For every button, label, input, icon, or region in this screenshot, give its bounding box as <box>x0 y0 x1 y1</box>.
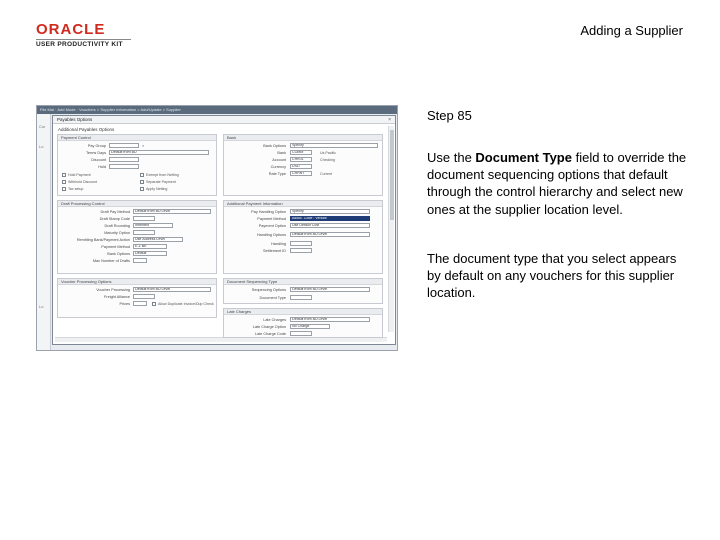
duplicate-invoice-label: Allow Duplicate Invoice/Dup Check <box>158 302 214 306</box>
modal-title: Payables Options <box>53 116 395 124</box>
form-row <box>224 295 384 301</box>
pay-handling-option-label: Pay Handling Option <box>251 210 286 214</box>
oracle-upk-logo <box>36 22 131 48</box>
screenshot-left-column <box>37 114 51 351</box>
account-input[interactable]: CHK01 <box>290 157 312 162</box>
form-row <box>224 150 384 156</box>
remitting-bank-select[interactable]: Use Address Level <box>133 237 183 242</box>
form-row <box>58 209 218 215</box>
form-row <box>224 143 384 149</box>
payment-method-select[interactable]: Assoc. Code : Vendor <box>290 216 370 221</box>
panel-title: Bank <box>224 135 382 141</box>
panel-title: Draft Processing Control <box>58 201 216 207</box>
instruction-suffix: field to override the document sequencing options that default through the control hierarchy and select new ones at the supplier location level. <box>427 150 687 217</box>
rate-type-description: Current <box>320 172 332 176</box>
logo-divider <box>36 39 131 40</box>
logo-subtitle: USER PRODUCTIVITY KIT <box>36 41 123 48</box>
rate-type-input[interactable]: CRRNT <box>290 171 312 176</box>
instruction-field-name: Document Type <box>475 150 572 165</box>
withhold-discount-label: Withhold Discount <box>68 180 97 184</box>
form-row <box>224 317 384 323</box>
form-row <box>58 143 218 149</box>
additional-payment-panel <box>223 200 383 274</box>
late-charge-code-input[interactable] <box>290 331 312 336</box>
prices-label: Prices <box>119 302 130 306</box>
bank-options-label: Bank Options <box>263 144 286 148</box>
voucher-processing-select[interactable]: Default from BU Level <box>133 287 211 292</box>
form-row <box>224 216 384 222</box>
instruction-prefix: Use the <box>427 150 476 165</box>
bank-description: Us Pacific <box>320 151 336 155</box>
screenshot-nav-bar: File Mai · Add Mode · Vouchers > Supplier Information > Add/Update > Supplier <box>37 106 398 114</box>
separate-payment-label: Separate Payment <box>146 180 176 184</box>
panel-title: Additional Payment Information <box>224 201 382 207</box>
settlement-id-label: Settlement ID <box>262 249 286 253</box>
application-screenshot <box>36 105 398 351</box>
slide-title: Adding a Supplier <box>580 23 683 38</box>
bank-options-select[interactable]: Default <box>133 251 167 256</box>
late-charge-code-label: Late Charge Code <box>254 332 286 336</box>
terms-days-select[interactable]: Default from BU <box>109 150 209 155</box>
lookup-icon[interactable]: ⌕ <box>142 143 145 148</box>
document-type-label: Document Type <box>259 296 286 300</box>
section-header: Additional Payables Options <box>58 127 115 132</box>
late-charge-option-select[interactable]: No Charge <box>290 324 330 329</box>
apply-netting-checkbox[interactable] <box>140 187 144 191</box>
form-row <box>58 237 218 243</box>
form-row <box>58 301 218 307</box>
form-row <box>224 232 384 238</box>
apply-netting-label: Apply Netting <box>146 187 168 191</box>
scroll-thumb[interactable] <box>390 130 394 220</box>
form-row <box>224 209 384 215</box>
duplicate-invoice-checkbox[interactable] <box>152 302 156 306</box>
maturity-option-label: Maturity Option <box>104 231 130 235</box>
hold-payment-label: Hold Payment <box>68 173 91 177</box>
late-charges-panel <box>223 308 383 338</box>
payables-options-modal <box>52 115 396 345</box>
settlement-id-input[interactable] <box>290 248 312 253</box>
payment-method-input[interactable]: E-Z BK <box>133 244 167 249</box>
tax-setup-checkbox[interactable] <box>62 187 66 191</box>
form-row <box>58 287 218 293</box>
document-type-input[interactable] <box>290 295 312 300</box>
exempt-netting-label: Exempt from Netting <box>146 173 179 177</box>
bank-label: Bank <box>277 151 286 155</box>
max-drafts-label: Max Number of Drafts <box>92 259 130 263</box>
payment-method-label: Payment Method <box>101 245 130 249</box>
hold-label: Hold <box>98 165 106 169</box>
form-row <box>224 171 384 177</box>
form-row <box>58 150 218 156</box>
form-row <box>224 324 384 330</box>
form-row <box>224 164 384 170</box>
discount-input[interactable] <box>109 157 139 162</box>
form-row <box>224 248 384 254</box>
handling-options-select[interactable]: Default from BU Level <box>290 232 370 237</box>
draft-stamp-code-input[interactable] <box>133 216 155 221</box>
form-row <box>58 223 218 229</box>
document-sequencing-panel <box>223 278 383 304</box>
account-label: Account <box>272 158 286 162</box>
form-row <box>58 157 218 163</box>
form-row <box>224 287 384 293</box>
freight-alliance-label: Freight Alliance <box>104 295 130 299</box>
freight-alliance-input[interactable] <box>133 294 155 299</box>
draft-pay-method-label: Draft Pay Method <box>100 210 130 214</box>
panel-title: Late Charges <box>224 309 382 315</box>
form-row <box>58 294 218 300</box>
handling-options-label: Handling Options <box>256 233 286 237</box>
late-charges-select[interactable]: Default from BU Level <box>290 317 370 322</box>
discount-label: Discount <box>91 158 106 162</box>
pay-group-input[interactable] <box>109 143 139 148</box>
payment-option-label: Payment Option <box>258 224 286 228</box>
tax-setup-label: Tax setup <box>68 187 84 191</box>
form-row <box>58 258 218 264</box>
form-row <box>58 251 218 257</box>
sequencing-options-label: Sequencing Options <box>251 288 286 292</box>
currency-label: Currency <box>270 165 286 169</box>
account-description: Checking <box>320 158 335 162</box>
form-row <box>224 331 384 337</box>
pay-handling-option-select[interactable]: Specify <box>290 209 370 214</box>
withhold-discount-checkbox[interactable] <box>62 180 66 184</box>
remitting-bank-label: Remitting Bank/Payment Action <box>76 238 130 242</box>
form-row <box>224 241 384 247</box>
late-charge-option-label: Late Charge Option <box>252 325 286 329</box>
left-label: Cor <box>39 124 46 129</box>
form-row <box>58 216 218 222</box>
instruction-note: The document type that you select appears by default on any vouchers for this supplier location. <box>427 251 677 301</box>
bank-options-select[interactable]: Specify <box>290 143 378 148</box>
form-row <box>224 157 384 163</box>
form-row <box>58 164 218 170</box>
sequencing-options-select[interactable]: Default from BU Level <box>290 287 370 292</box>
form-row <box>58 230 218 236</box>
hold-payment-checkbox[interactable] <box>62 173 66 177</box>
left-label: Lo <box>39 144 44 149</box>
rate-type-label: Rate Type <box>268 172 286 176</box>
close-icon[interactable]: × <box>388 117 391 123</box>
terms-days-label: Terms Days <box>85 151 106 155</box>
panel-title: Document Sequencing Type <box>224 279 382 285</box>
voucher-processing-label: Voucher Processing <box>96 288 130 292</box>
draft-rounding-select[interactable]: Inherited <box>133 223 173 228</box>
late-charges-label: Late Charges <box>263 318 286 322</box>
form-row <box>58 244 218 250</box>
step-label: Step 85 <box>427 108 472 123</box>
logo-wordmark: ORACLE <box>36 21 106 38</box>
handling-input[interactable] <box>290 241 312 246</box>
max-drafts-input[interactable] <box>133 258 147 263</box>
pay-group-label: Pay Group <box>87 144 106 148</box>
vertical-scrollbar[interactable] <box>388 126 394 332</box>
payment-method-label: Payment Method <box>257 217 286 221</box>
panel-title: Voucher Processing Options <box>58 279 216 285</box>
draft-pay-method-select[interactable]: Default from BU Level <box>133 209 211 214</box>
form-row <box>224 223 384 229</box>
instruction-paragraph <box>427 149 689 218</box>
handling-label: Handling <box>271 242 286 246</box>
bank-input[interactable]: COMM <box>290 150 312 155</box>
payment-control-panel <box>57 134 217 196</box>
left-label: Lo <box>39 304 44 309</box>
bank-options-label: Bank Options <box>107 252 130 256</box>
panel-title: Payment Control <box>58 135 216 141</box>
draft-stamp-code-label: Draft Stamp Code <box>99 217 130 221</box>
separate-payment-checkbox[interactable] <box>140 180 144 184</box>
exempt-netting-checkbox[interactable] <box>140 173 144 177</box>
hold-input[interactable] <box>109 164 139 169</box>
currency-input[interactable]: USD <box>290 164 312 169</box>
voucher-processing-panel <box>57 278 217 318</box>
payment-option-select[interactable]: Use Default Cost <box>290 223 370 228</box>
prices-input[interactable] <box>133 301 147 306</box>
draft-processing-panel <box>57 200 217 274</box>
draft-rounding-label: Draft Rounding <box>104 224 130 228</box>
maturity-option-input[interactable] <box>133 230 155 235</box>
bank-panel <box>223 134 383 196</box>
